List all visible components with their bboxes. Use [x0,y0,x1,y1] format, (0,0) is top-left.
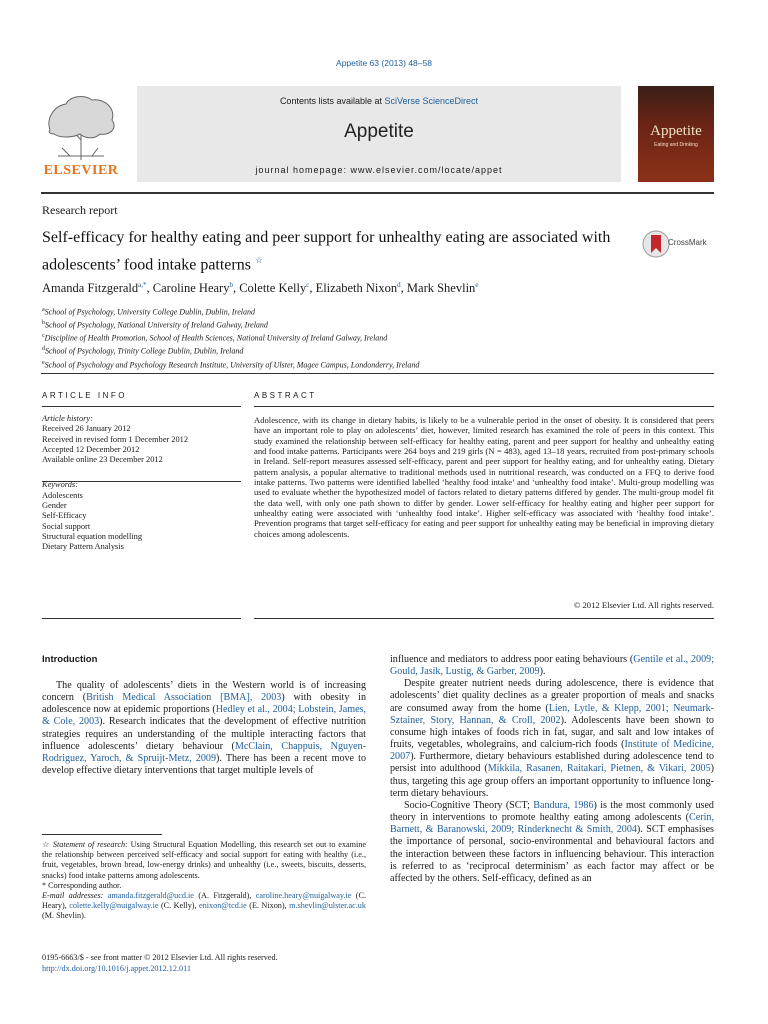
abstract-copyright: © 2012 Elsevier Ltd. All rights reserved. [573,600,714,610]
author-name: Caroline Heary [152,281,230,296]
doi-link[interactable]: http://dx.doi.org/10.1016/j.appet.2012.12.011 [42,963,191,973]
history-item: Accepted 12 December 2012 [42,444,140,454]
keywords-rule [42,481,241,482]
text-run: ). SCT emphasises the importance of personal, socio-environmental and behavioural factors and the interaction between these factors in influencing behaviour. This interaction is referred to as ‘reciprocal determinism’ as each factor may affect or be affected by the others. Self-efficacy, defined as an [390,824,714,884]
abstract-text: Adolescence, with its change in dietary habits, is likely to be a vulnerable period in the onset of obesity. It is considered that peers have an important role to play on adolescents’ diet, however, limited research has examined the role of peers in this context. This study examined the relationship between self-efficacy for healthy eating, parent and peer support for healthy and unhealthy eating and food intake patterns. Participants were 264 boys and 219 girls (N = 483), aged 13–18 years, recruited from post-primary schools in Ireland. Self-report measures assessed self-efficacy, parent and peer support for healthy eating, and for unhealthy eating. Dietary pattern analysis, a popular alternative to traditional methods used in nutritional research, was conducted on a FFQ to derive food intake patterns. Two patterns were identified labelled ‘healthy food intake’ and ‘unhealthy food intake’. Multi-group modelling was used to evaluate whether the hypothesized model of factors related to dietary patterns differed by gender. The multi-group model fit the data well, with only one path shown to differ by gender. Lower self-efficacy for healthy eating and higher peer support for unhealthy eating were associated with ‘unhealthy food intake’. Higher self-efficacy was associated with ‘healthy food intake’. Prevention programs that target self-efficacy for eating and peer support for unhealthy eating may be beneficial in improving dietary choices among adolescents. [254,415,714,539]
citation-link[interactable]: amanda.fitzgerald@ucd.ie [107,891,194,901]
citation-link[interactable]: British Medical Association [BMA], 2003 [86,692,282,704]
body-paragraph [390,654,714,678]
author-affiliation-mark[interactable]: e [475,281,479,289]
author-list [42,281,478,296]
affiliation-mark: d [42,346,45,353]
citation-link[interactable]: enixon@tcd.ie [199,901,247,911]
affiliation-mark: e [42,359,45,366]
keyword: Self-Efficacy [42,511,87,521]
text-run: The quality of adolescents’ diets in the Western world is of increasing concern ( [42,680,366,704]
affiliation-list [42,305,419,371]
article-type: Research report [42,203,118,217]
article-info-heading: ARTICLE INFO [42,391,127,400]
body-paragraph [390,800,714,885]
text-run: * Corresponding author. [42,880,122,890]
affiliation-mark: c [42,333,45,340]
text-run: ) is the most commonly used theory in interventions to promote healthy eating among adolescents ( [390,799,714,824]
citation-link[interactable]: Gentile et al., 2009; Gould, Jasik, Lustig, & Garber, 2009 [390,654,714,678]
info-heading-rule [42,406,241,407]
journal-homepage-link[interactable]: journal homepage: www.elsevier.com/locate/appet [255,165,503,175]
info-bottom-rule [42,618,241,619]
citation-link[interactable]: colette.kelly@nuigalway.ie [69,901,159,911]
author-name: Elizabeth Nixon [315,281,398,296]
header-divider [41,192,714,194]
citation-link[interactable]: McClain, Chappuis, Nguyen-Rodriguez, Yaroch, & Spruijt-Metz, 2009 [42,740,367,764]
citation-link[interactable]: m.shevlin@ulster.ac.uk [289,901,366,911]
cover-title: Appetite [650,123,702,139]
history-item: Received 26 January 2012 [42,424,131,434]
paper-title [42,227,632,276]
body-paragraph [390,678,714,800]
text-run: ☆ [42,840,53,849]
affiliation-text: School of Psychology, University College Dublin, Dublin, Ireland [44,307,256,317]
text-run: Statement of research: [52,840,128,849]
citation-link[interactable]: Bandura, 1986 [533,799,594,811]
crossmark-label[interactable]: CrossMark [668,238,707,247]
info-divider [41,373,714,374]
affiliation [42,331,419,344]
text-run: ). There has been a recent move to develop effective dietary interventions that target multiple levels of [42,752,366,777]
history-item: Received in revised form 1 December 2012 [42,434,189,444]
author-separator: , [309,281,316,296]
author-affiliation-mark[interactable]: b [229,281,233,289]
footnote-emails [42,891,366,922]
keyword: Social support [42,521,91,531]
history-label: Article history: [42,414,93,423]
footnotes [42,840,366,922]
author-separator: , [146,281,153,296]
abstract-heading-rule [254,406,714,407]
text-run: (M. Shevlin). [42,911,86,921]
affiliation [42,318,419,331]
text-run: ). Adolescents have been shown to consume high intakes of foods rich in fat, sugar, and salt and low intakes of fruits, vegetables, wholegrains, and calcium-rich foods ( [390,714,714,751]
footnote-rule [42,834,162,835]
text-run: ). Research indicates that the development of effective nutrition strategies requires an understanding of the multiple interacting factors that influence adolescents’ dietary behaviour ( [42,716,366,752]
keyword: Adolescents [42,490,83,500]
keyword: Structural equation modelling [42,531,143,541]
affiliation-text: School of Psychology, National University of Ireland Galway, Ireland [45,320,268,330]
affiliation [42,344,419,357]
body-column-right [390,654,714,885]
text-run: ). [539,666,546,678]
journal-citation[interactable]: Appetite 63 (2013) 48–58 [336,58,432,68]
author-name: Colette Kelly [239,281,307,296]
footnote-corresponding [42,881,366,891]
citation-link[interactable]: caroline.heary@nuigalway.ie [255,891,352,901]
issn-line: 0195-6663/$ - see front matter © 2012 Elsevier Ltd. All rights reserved. [42,953,278,962]
text-run: (E. Nixon), [246,901,290,911]
crossmark-icon[interactable] [641,229,671,259]
author-name: Amanda Fitzgerald [42,281,139,296]
introduction-heading: Introduction [42,654,98,665]
journal-title: Appetite [344,121,414,142]
citation-link[interactable]: Lien, Lytle, & Klepp, 2001; Neumark-Sztainer, Story, Hannan, & Croll, 2002 [390,702,714,726]
keyword: Dietary Pattern Analysis [42,542,124,552]
title-footnote-mark[interactable]: ☆ [254,255,264,265]
citation-link[interactable]: Institute of Medicine, 2007 [390,739,714,763]
history-item: Available online 23 December 2012 [42,455,163,465]
author-name: Mark Shevlin [406,281,476,296]
author-affiliation-mark[interactable]: a,* [138,281,147,289]
text-run: Despite greater nutrient needs during adolescence, there is evidence that adolescents’ diet quality declines as a greater proportion of meals and snacks are consumed away from the home ( [390,678,714,714]
cover-subtitle: Eating and Drinking [654,142,698,148]
text-run: Using Structural Equation Modelling, this research set out to examine the relationship between perceived self-efficacy and social support for eating with healthy (i.e., fruit, vegetables, brown bread, low-energy drinks) and unhealthy (i.e., sweets, biscuits, desserts, snacks) food intake patterns among adolescents. [42,840,367,880]
text-run: (C. Heary), [42,891,366,911]
text-run: Socio-Cognitive Theory (SCT; [404,799,534,811]
affiliation-mark: b [42,320,45,327]
abstract-bottom-rule [254,618,714,619]
sciencedirect-link[interactable]: SciVerse ScienceDirect [384,96,479,106]
body-paragraph [42,680,366,777]
author-affiliation-mark[interactable]: c [306,281,310,289]
affiliation-text: School of Psychology, Trinity College Dublin, Dublin, Ireland [45,347,244,357]
paper-title-text: Self-efficacy for healthy eating and peer support for unhealthy eating are associated with adolescents’ food intake patterns [42,229,611,274]
affiliation [42,358,419,371]
affiliation [42,305,419,318]
citation-link[interactable]: Mikkila, Rasanen, Raitakari, Pietnen, & Vikari, 2005 [487,763,711,775]
contents-line [137,96,621,106]
footnote-statement [42,840,366,881]
elsevier-wordmark: ELSEVIER [43,163,119,178]
text-run: ) with obesity in adolescence now at epidemic proportions ( [42,692,366,716]
contents-prefix: Contents lists available at [279,96,385,106]
body-column-left [42,680,366,777]
author-affiliation-mark[interactable]: d [397,281,401,289]
affiliation-text: Discipline of Health Promotion, School of Health Sciences, National University of Ireland Galway, Ireland [44,333,388,343]
text-run: influence and mediators to address poor eating behaviours ( [390,654,634,665]
affiliation-mark: a [42,307,45,313]
affiliation-text: School of Psychology and Psychology Research Institute, University of Ulster, Magee Campus, Londonderry, Ireland [44,360,420,370]
issn-doi-block [42,953,278,974]
text-run: E-mail addresses: [42,891,104,901]
abstract-heading: ABSTRACT [254,391,317,400]
citation-link[interactable]: Cerin, Barnett, & Baranowski, 2009; Rinderknecht & Smith, 2004 [390,812,714,836]
keyword: Gender [42,501,67,511]
text-run: ) thus, targeting this age group offers an important opportunity to influence long-term dietary behaviours. [390,763,714,799]
text-run: ). Furthermore, dietary behaviours established during adolescence tend to persist into adulthood ( [390,751,714,775]
text-run: (A. Fitzgerald), [193,891,256,901]
text-run: (C. Kelly), [158,901,199,911]
keywords-label: Keywords: [42,480,78,490]
author-separator: , [232,281,240,296]
article-info-block [42,414,242,553]
author-separator: , [400,281,407,296]
citation-link[interactable]: Hedley et al., 2004; Lobstein, James, & Cole, 2003 [42,704,366,728]
